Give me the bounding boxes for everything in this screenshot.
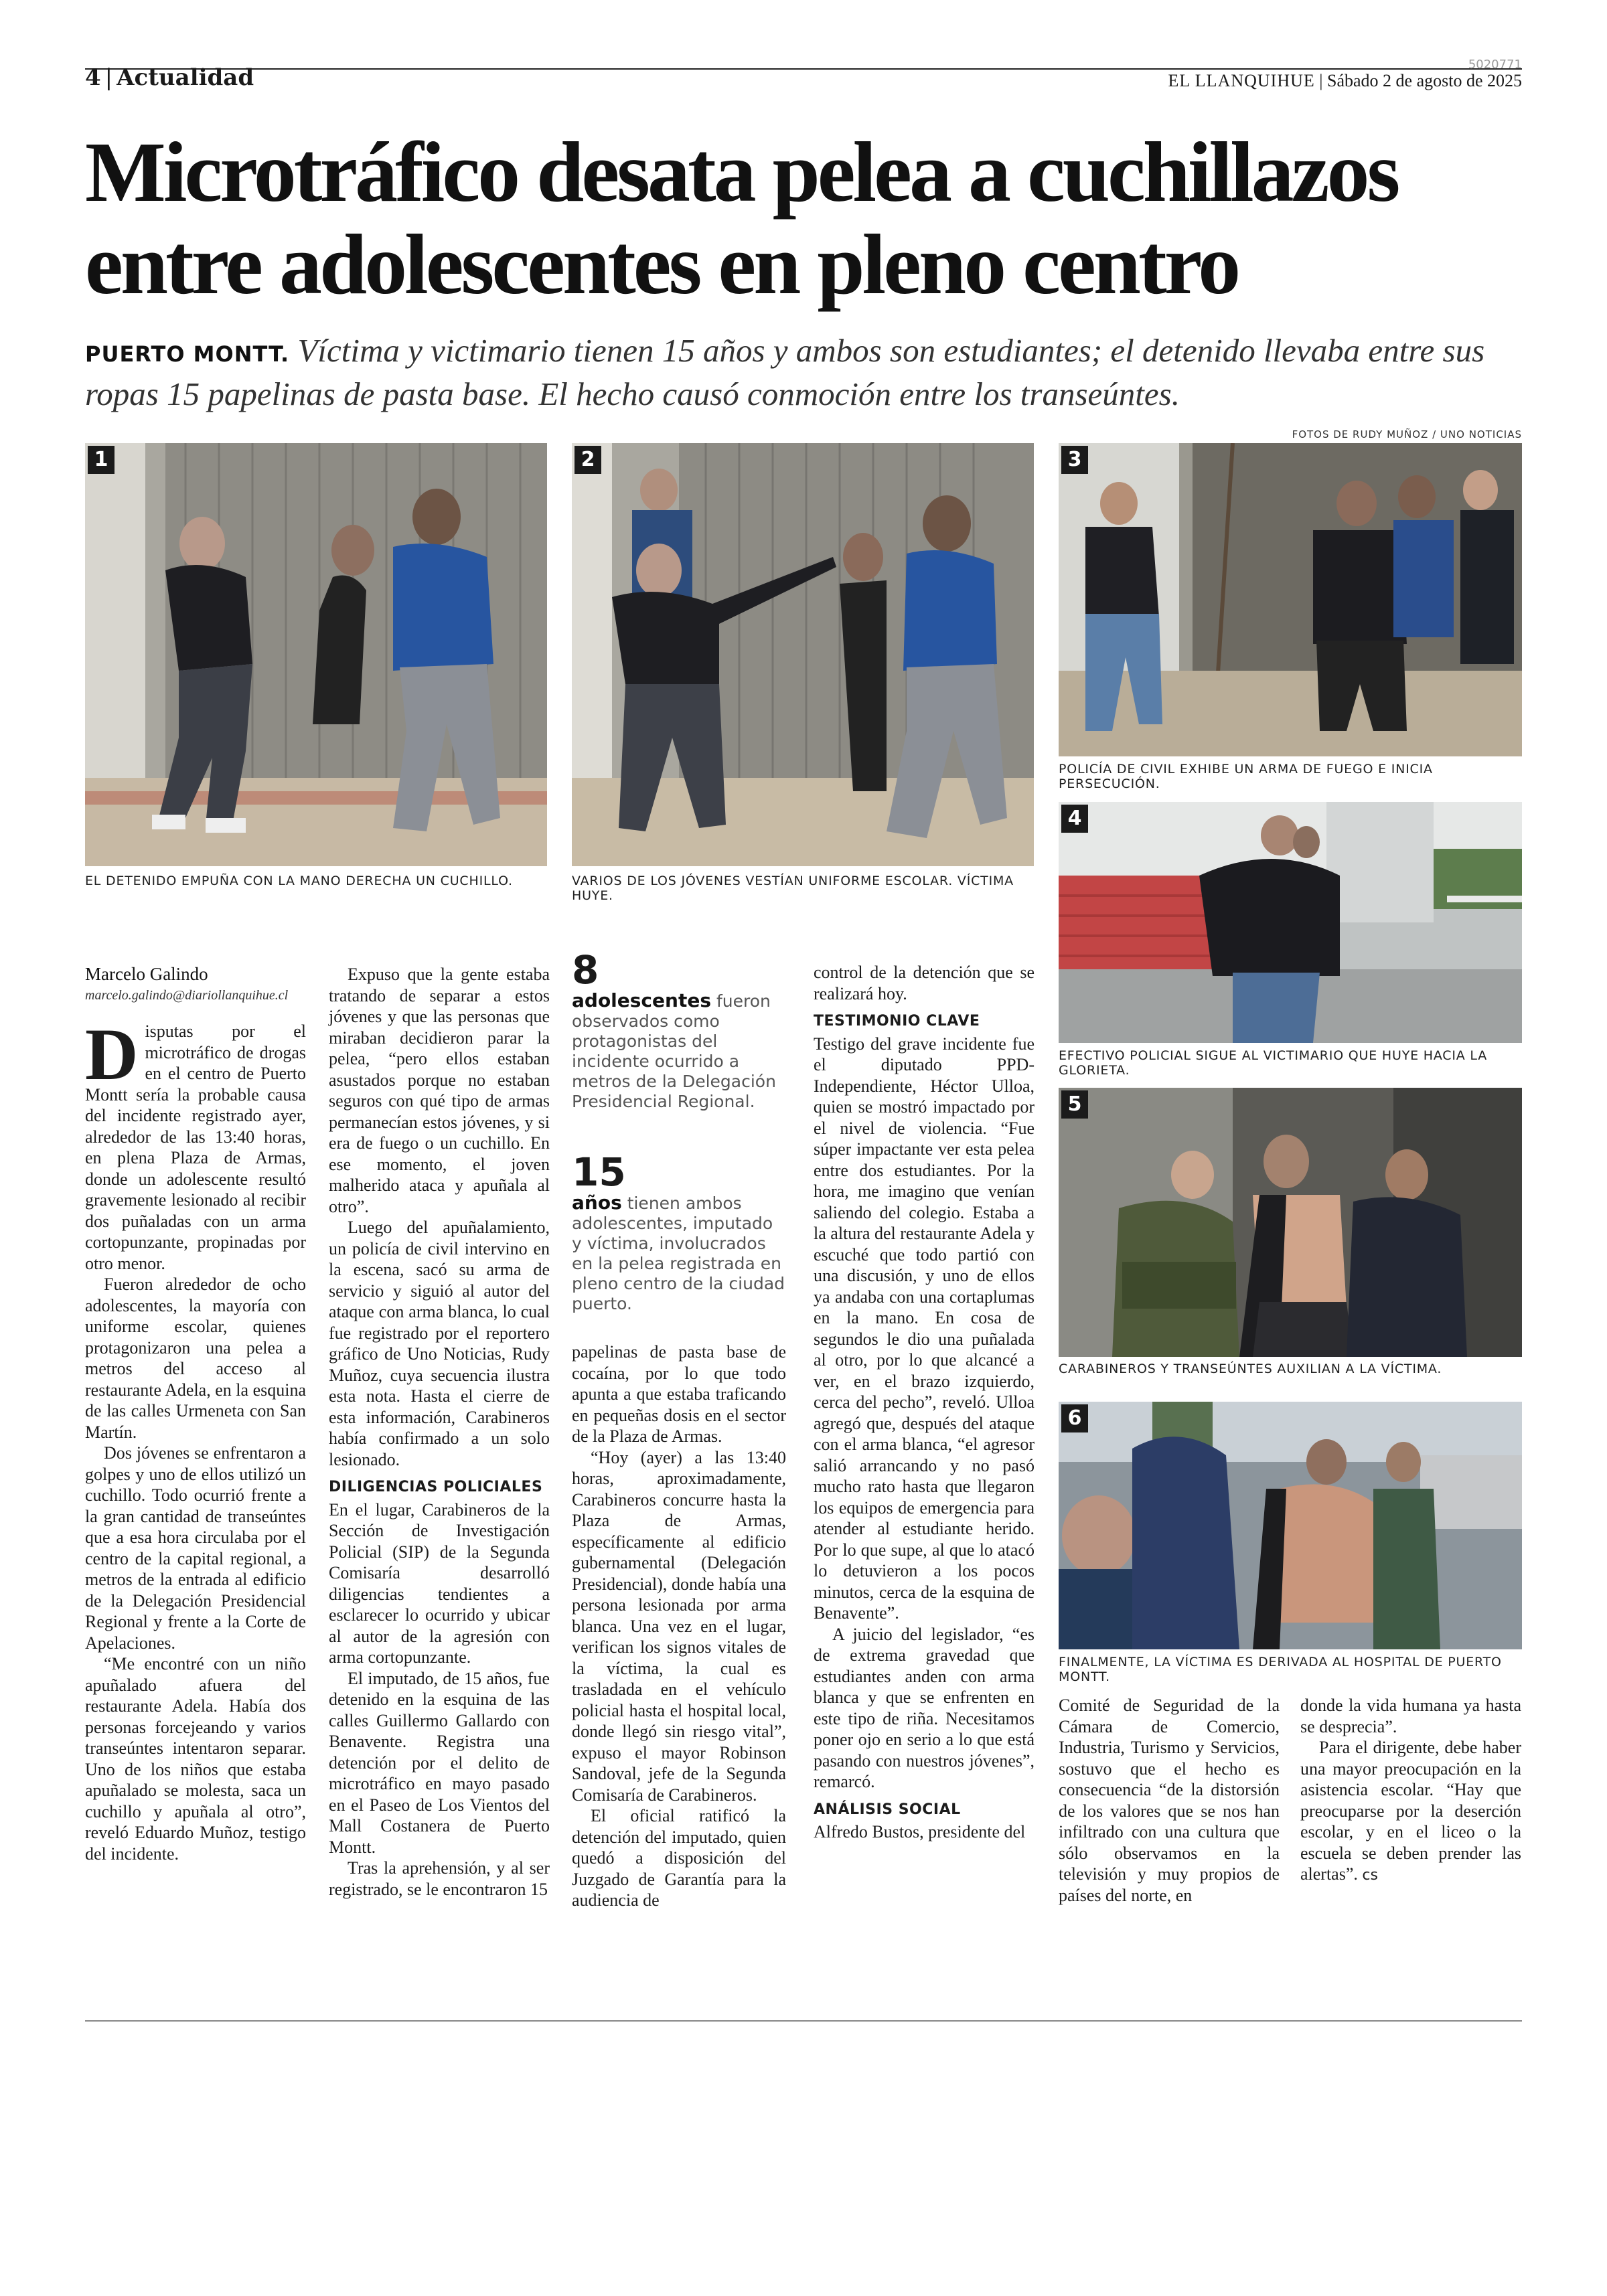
dropcap: D [85,1013,139,1095]
paragraph: A juicio del legislador, “es de extrema gravedad que estudiantes anden con arma blanca y que se enfrenten en este tipo de riña. Necesitamos poner ojo en serio a lo que está pasando con nuestros jóvenes”, remarcó. [814,1624,1035,1791]
photo-6-caption: FINALMENTE, LA VÍCTIMA ES DERIVADA AL HOSPITAL DE PUERTO MONTT. [1059,1655,1502,1684]
date: Sábado 2 de agosto de 2025 [1326,71,1522,90]
page-number: 4 [85,64,101,91]
article-column-4 [814,962,1035,1843]
paragraph: El oficial ratificó la detención del imputado, quien quedó a disposición del Juzgado de Garantía para la audiencia de [572,1806,786,1910]
article-column-6 [1300,1695,1521,1886]
article-column-1 [85,964,306,1864]
photo-5-caption: CARABINEROS Y TRANSEÚNTES AUXILIAN A LA VÍCTIMA. [1059,1362,1442,1376]
section-name: Actualidad [117,64,254,91]
publication-date: EL LLANQUIHUE | Sábado 2 de agosto de 2025 [1168,71,1522,90]
article-column-3 [572,1341,786,1911]
photo-1-caption: EL DETENIDO EMPUÑA CON LA MANO DERECHA UN CUCHILLO. [85,874,513,888]
paragraph: Dos jóvenes se enfrentaron a golpes y uno de ellos utilizó un cuchillo. Todo ocurrió frente a la gran cantidad de transeúntes que a esa hora circulaba por el centro de la capital regional, a metros de la entrada al edificio de la Delegación Presidencial Regional y frente a la Corte de Apelaciones. [85,1443,306,1653]
photo-credit: FOTOS DE RUDY MUÑOZ / UNO NOTICIAS [1292,428,1522,440]
deck [85,331,1525,414]
paragraph: Luego del apuñalamiento, un policía de civil intervino en la escena, sacó su arma de servicio y siguió al autor del ataque con arma blanca, lo cual fue registrado por el reportero gráfico de Uno Noticias, Rudy Muñoz, cuya secuencia ilustra esta nota. Hasta el cierre de esta información, Carabineros había confirmado a un solo lesionado. [329,1218,550,1469]
photo-1 [85,443,547,866]
paragraph: Alfredo Bustos, presidente del [814,1822,1026,1841]
photo-4-caption: EFECTIVO POLICIAL SIGUE AL VICTIMARIO QUE HUYE HACIA LA GLORIETA. [1059,1048,1488,1078]
photo-4-image [1059,802,1522,1043]
paragraph: El imputado, de 15 años, fue detenido en la esquina de las calles Guillermo Gallardo con Benavente. Registra una detención por el delito de microtráfico en mayo pasado en el Paseo de Los Vientos del Mall Costanera de Puerto Montt. [329,1668,550,1857]
stat-text: adolescentes fueron observados como protagonistas del incidente ocurrido a metros de la Delegación Presidencial Regional. [572,989,776,1111]
paragraph: papelinas de pasta base de cocaína, por lo que todo apunta a que estaba traficando en pequeñas dosis en el sector de la Plaza de Armas. [572,1342,786,1446]
paragraph: Disputas por el microtráfico de drogas en el centro de Puerto Montt sería la probable causa del incidente registrado ayer, alrededor de las 13:40 horas, en plena Plaza de Armas, donde un adolescente resultó gravemente lesionado al recibir dos puñaladas con un arma cortopunzante, propinadas por otro menor. [85,1013,306,1273]
paragraph: donde la vida humana ya hasta se desprecia”. [1300,1696,1521,1736]
byline-email: marcelo.galindo@diariollanquihue.cl [85,987,289,1003]
stat-number: 15 [572,1149,626,1195]
paragraph: Testigo del grave incidente fue el diputado PPD-Independiente, Héctor Ulloa, quien se mostró impactado por el nivel de violencia. “Fue súper impactante ver esta pelea entre dos estudiantes. Por la hora, me imagino que venían saliendo del colegio. Estaba a la altura del restaurante Adela y escuché que todo partió con una discusión, y uno de ellos ya andaba con una cortaplumas en la mano. En cosa de segundos le dio una puñalada al otro, por lo que alcancé a ver, en el brazo izquierdo, cerca del pecho”, reveló. Ulloa agregó que, después del ataque con el arma blanca, “el agresor salió arrancando y no pasó mucho rato hasta que llegaron los equipos de emergencia para atender al estudiante herido. Por lo que supe, al que lo atacó lo detuvieron a los pocos minutos, cerca de la esquina de Benavente”. [814,1034,1035,1623]
paragraph: Comité de Seguridad de la Cámara de Comercio, Industria, Turismo y Servicios, sostuvo que el hecho es consecuencia “de la distorsión de los valores que se nos han infiltrado con una cultura que sólo observamos en la televisión y muy propios de países del norte, en [1059,1696,1280,1905]
photo-6-number: 6 [1061,1404,1088,1432]
photo-2-caption: VARIOS DE LOS JÓVENES VESTÍAN UNIFORME ESCOLAR. VÍCTIMA HUYE. [572,874,1014,903]
deck-text: Víctima y victimario tienen 15 años y ambos son estudiantes; el detenido llevaba entre sus ropas 15 papelinas de pasta base. El hecho causó conmoción entre los transeúntes. [85,332,1485,412]
publication-name: EL LLANQUIHUE [1168,71,1315,90]
paragraph: Para el dirigente, debe haber una mayor preocupación en la asistencia escolar. “Hay que preocuparse por la deserción escolar, y en el liceo o la escuela se deben prender las alertas”. cs [1300,1738,1521,1884]
photo-3-caption: POLICÍA DE CIVIL EXHIBE UN ARMA DE FUEGO E INICIA PERSECUCIÓN. [1059,762,1433,791]
stat-number: 8 [572,947,599,993]
footer-rule [85,2020,1522,2022]
stat-box-2 [572,1151,786,1314]
stat-box-1 [572,949,786,1112]
byline-author: Marcelo Galindo [85,964,208,984]
photo-1-image [85,443,547,866]
paragraph: Expuso que la gente estaba tratando de separar a estos jóvenes y que las personas que miraban decidieron parar la pelea, “pero ellos estaban asustados porque no estaban seguros con qué tipo de armas permanecían estos jóvenes, y si era de fuego o un cuchillo. En ese momento, el joven malherido ataca y apuñala al otro”. [329,965,550,1216]
article-column-5 [1059,1695,1280,1906]
headline: Microtráfico desata pelea a cuchillazos entre adolescentes en pleno centro [85,125,1398,312]
paragraph: “Me encontré con un niño apuñalado afuera del restaurante Adela. Había dos personas forcejeando y varios transeúntes intentaron separar. Uno de los niños que estaba apuñalado se molesta, saca un cuchillo y apuñala al otro”, reveló Eduardo Muñoz, testigo del incidente. [85,1654,306,1864]
photo-5-number: 5 [1061,1090,1088,1119]
deck-place: PUERTO MONTT. [85,341,290,367]
photo-2 [572,443,1034,866]
subhead-testimonio: TESTIMONIO CLAVE [814,1013,980,1030]
paragraph: En el lugar, Carabineros de la Sección de Investigación Policial (SIP) de la Segunda Comisaría desarrolló diligencias tendientes a esclarecer lo ocurrido y ubicar al autor de la agresión con arma cortopunzante. [329,1499,550,1667]
photo-5 [1059,1088,1522,1357]
paragraph: Tras la aprehensión, y al ser registrado, se le encontraron 15 [329,1858,550,1899]
subhead-diligencias: DILIGENCIAS POLICIALES [329,1479,543,1495]
photo-4 [1059,802,1522,1043]
photo-2-number: 2 [575,446,601,474]
end-mark: cs [1362,1867,1378,1884]
article-column-2 [329,964,550,1900]
photo-3 [1059,443,1522,756]
page-code: 5020771 [1468,58,1522,72]
separator: | [104,64,113,91]
paragraph: control de la detención que se realizará hoy. [814,963,1035,1003]
photo-6-image [1059,1402,1522,1649]
paragraph: “Hoy (ayer) a las 13:40 horas, aproximadamente, Carabineros concurre hasta la Plaza de Armas, específicamente al edificio gubernamental (Delegación Presidencial), donde había una persona lesionada por arma blanca. Una vez en el lugar, verifican los signos vitales de la víctima, la cual es trasladada en el vehículo policial hasta el hospital local, donde llegó sin riesgo vital”, expuso el mayor Robinson Sandoval, jefe de la Segunda Comisaría de Carabineros. [572,1447,786,1805]
photo-4-number: 4 [1061,805,1088,833]
subhead-analisis: ANÁLISIS SOCIAL [814,1801,961,1818]
paragraph: Fueron alrededor de ocho adolescentes, la mayoría con uniforme escolar, quienes protagonizaron una pelea a metros del acceso al restaurante Adela, en la esquina de las calles Urmeneta con San Martín. [85,1275,306,1442]
photo-6 [1059,1402,1522,1649]
photo-3-number: 3 [1061,446,1088,474]
photo-1-number: 1 [88,446,114,474]
photo-3-image [1059,443,1522,756]
stat-text: años tienen ambos adolescentes, imputado y víctima, involucrados en la pelea registrada en pleno centro de la ciudad puerto. [572,1192,785,1313]
photo-5-image [1059,1088,1522,1357]
page-section [85,64,254,91]
header-rule [85,68,1522,70]
photo-2-image [572,443,1034,866]
